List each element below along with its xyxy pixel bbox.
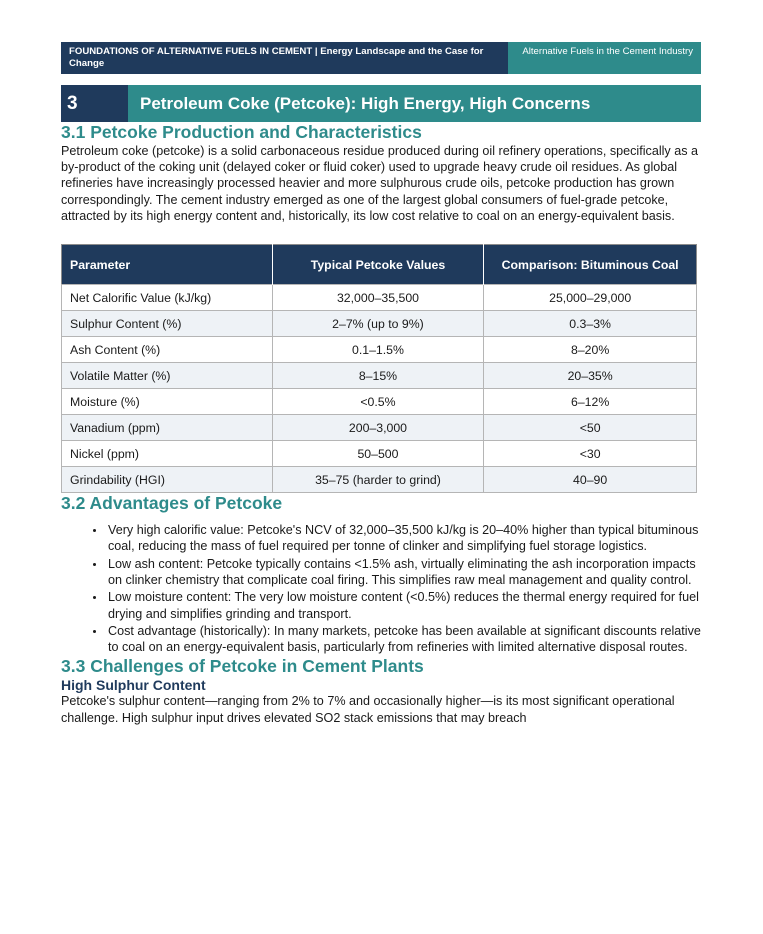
table-cell-petcoke: 32,000–35,500: [272, 285, 484, 311]
list-item: • Low moisture content: The very low moisture content (<0.5%) reduces the thermal energy required for fuel drying and simplifies grinding and transport.: [106, 589, 701, 622]
table-row: [62, 467, 697, 493]
table-cell-petcoke: 8–15%: [272, 363, 484, 389]
chapter-title: Petroleum Coke (Petcoke): High Energy, High Concerns: [128, 85, 701, 122]
section-heading-3-1: 3.1 Petcoke Production and Characteristics: [61, 122, 422, 142]
table-row: [62, 311, 697, 337]
document-page: [61, 42, 701, 726]
table-cell-petcoke: 2–7% (up to 9%): [272, 311, 484, 337]
table-cell-coal: 6–12%: [484, 389, 697, 415]
petcoke-parameters-table: [61, 244, 697, 493]
table-header-cell: Typical Petcoke Values: [272, 245, 484, 285]
table-cell-coal: <30: [484, 441, 697, 467]
table-header-cell: Parameter: [62, 245, 273, 285]
table-header-row: [62, 245, 697, 285]
table-row: [62, 337, 697, 363]
table-cell-parameter: Net Calorific Value (kJ/kg): [62, 285, 273, 311]
list-item: • Low ash content: Petcoke typically contains <1.5% ash, virtually eliminating the ash incorporation impacts on clinker chemistry that complicate coal firing. This simplifies raw meal management and quality control.: [106, 556, 701, 589]
table-cell-parameter: Nickel (ppm): [62, 441, 273, 467]
table-cell-petcoke: 35–75 (harder to grind): [272, 467, 484, 493]
table-cell-parameter: Volatile Matter (%): [62, 363, 273, 389]
table-cell-parameter: Ash Content (%): [62, 337, 273, 363]
list-item: • Cost advantage (historically): In many markets, petcoke has been available at significant discounts relative to coal on an energy-equivalent basis, particularly from refineries with limited alternative disposal routes.: [106, 623, 701, 656]
running-header: [61, 42, 701, 74]
header-right-title: Alternative Fuels in the Cement Industry: [508, 42, 701, 74]
table-cell-petcoke: 200–3,000: [272, 415, 484, 441]
table-cell-petcoke: <0.5%: [272, 389, 484, 415]
header-left-title: FOUNDATIONS OF ALTERNATIVE FUELS IN CEMENT | Energy Landscape and the Case for Change: [61, 42, 508, 74]
table-cell-parameter: Moisture (%): [62, 389, 273, 415]
table-cell-coal: <50: [484, 415, 697, 441]
subheading-high-sulphur: High Sulphur Content: [61, 677, 206, 694]
chapter-banner: [61, 85, 701, 122]
section-heading-3-3: 3.3 Challenges of Petcoke in Cement Plants: [61, 656, 424, 677]
table-cell-petcoke: 0.1–1.5%: [272, 337, 484, 363]
table-row: [62, 415, 697, 441]
section-3-3-paragraph: Petcoke's sulphur content—ranging from 2% to 7% and occasionally higher—is its most significant operational challenge. High sulphur input drives elevated SO2 stack emissions that may breach: [61, 694, 675, 725]
table-row: [62, 363, 697, 389]
table-cell-coal: 40–90: [484, 467, 697, 493]
section-3-1-paragraph: Petroleum coke (petcoke) is a solid carbonaceous residue produced during oil refinery operations, specifically as a by-product of the coking unit (delayed coker or fluid coker) used to upgrade heavy crude oil residues. As global refineries have increasingly processed heavier and more sulphurous crude oils, petcoke production has grown correspondingly. The cement industry emerged as one of the largest global consumers of fuel-grade petcoke, attracted by its high energy content and, historically, its low cost relative to coal on an energy-equivalent basis.: [61, 144, 699, 223]
table-cell-parameter: Vanadium (ppm): [62, 415, 273, 441]
table-cell-coal: 20–35%: [484, 363, 697, 389]
table-cell-parameter: Grindability (HGI): [62, 467, 273, 493]
section-heading-3-2: 3.2 Advantages of Petcoke: [61, 493, 283, 514]
table-cell-coal: 25,000–29,000: [484, 285, 697, 311]
list-item: • Very high calorific value: Petcoke's NCV of 32,000–35,500 kJ/kg is 20–40% higher than typical bituminous coal, reducing the mass of fuel required per tonne of clinker and simplifying fuel storage logistics.: [106, 522, 701, 555]
table-cell-petcoke: 50–500: [272, 441, 484, 467]
advantages-list: [61, 522, 701, 655]
table-row: [62, 285, 697, 311]
table-cell-coal: 8–20%: [484, 337, 697, 363]
table-row: [62, 389, 697, 415]
table-row: [62, 441, 697, 467]
chapter-number: 3: [61, 85, 128, 122]
table-cell-parameter: Sulphur Content (%): [62, 311, 273, 337]
table-cell-coal: 0.3–3%: [484, 311, 697, 337]
table-header-cell: Comparison: Bituminous Coal: [484, 245, 697, 285]
